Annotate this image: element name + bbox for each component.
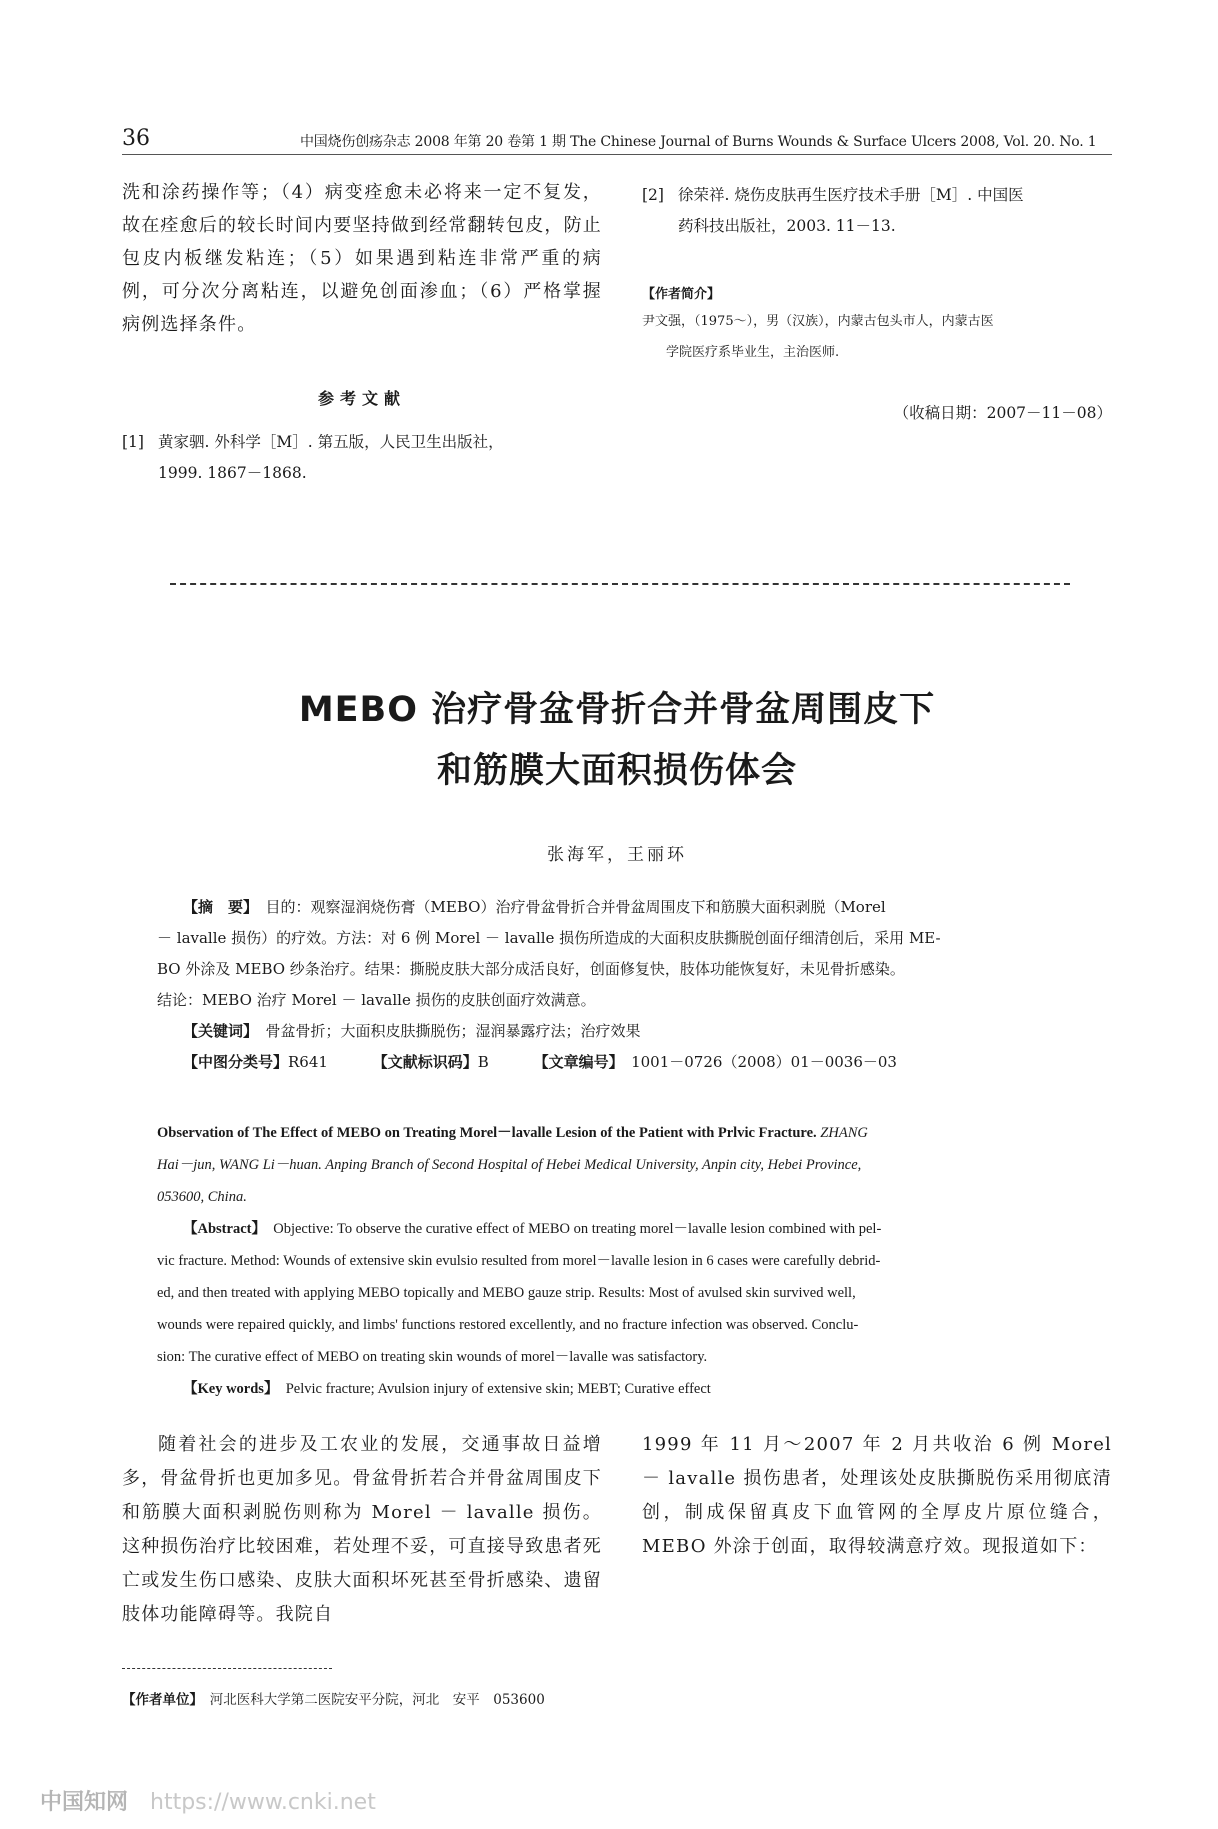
cnki-url: https://www.cnki.net <box>150 1790 376 1815</box>
author-intro <box>642 306 1112 368</box>
clc-value: R641 <box>288 1053 328 1071</box>
reference-text: 黄家驷. 外科学［M］. 第五版，人民卫生出版社， <box>158 433 504 451</box>
abstract-en <box>157 1213 1112 1405</box>
reference-1 <box>122 427 602 489</box>
footnote <box>122 1688 545 1708</box>
clc-label: 【中图分类号】 <box>183 1053 289 1071</box>
section-divider <box>170 583 1070 585</box>
author-intro-label: 【作者简介】 <box>642 287 721 302</box>
reference-text-cont: 1999. 1867－1868. <box>158 464 307 482</box>
abstract-cn-line: 目的：观察湿润烧伤膏（MEBO）治疗骨盆骨折合并骨盆周围皮下和筋膜大面积剥脱（Morel <box>265 898 886 916</box>
english-title-block <box>157 1117 1112 1213</box>
english-title: Observation of The Effect of MEBO on Treating Morel－lavalle Lesion of the Patient with Prlvic Fracture. <box>157 1125 817 1141</box>
author-intro-line: 学院医疗系毕业生，主治医师. <box>666 345 840 360</box>
abstract-cn <box>157 892 1112 1078</box>
received-date: （收稿日期：2007－11－08） <box>893 404 1112 422</box>
reference-text-cont: 药科技出版社，2003. 11－13. <box>678 217 896 235</box>
abstract-cn-line: 结论：MEBO 治疗 Morel － lavalle 损伤的皮肤创面疗效满意。 <box>157 991 596 1009</box>
doc-code-value: B <box>477 1053 489 1071</box>
reference-number: [1] <box>122 433 144 451</box>
article-title-line-1: MEBO 治疗骨盆骨折合并骨盆周围皮下 <box>298 690 936 730</box>
reference-text: 徐荣祥. 烧伤皮肤再生医疗技术手册［M］. 中国医 <box>678 186 1024 204</box>
keywords-en-label: 【Key words】 <box>183 1381 272 1397</box>
english-affiliation: Hai－jun, WANG Li－huan. Anping Branch of Second Hospital of Hebei Medical University, Anpin city, Hebei Province, <box>157 1157 862 1173</box>
abstract-en-line: vic fracture. Method: Wounds of extensive skin evulsio resulted from morel－lavalle lesion in 6 cases were carefully debrid- <box>157 1253 881 1269</box>
body-left-column: 随着社会的进步及工农业的发展，交通事故日益增多，骨盆骨折也更加多见。骨盆骨折若合并骨盆周围皮下和筋膜大面积剥脱伤则称为 Morel － lavalle 损伤。这种损伤治疗比较困难，若处理不妥，可直接导致患者死亡或发生伤口感染、皮肤大面积坏死甚至骨折感染、遗留肢体功能障碍等。我院自 <box>122 1434 602 1625</box>
abstract-en-label: 【Abstract】 <box>183 1221 259 1237</box>
footnote-text: 河北医科大学第二医院安平分院，河北 安平 053600 <box>209 1692 545 1708</box>
article-no-value: 1001－0726（2008）01－0036－03 <box>631 1053 897 1071</box>
abstract-en-line: sion: The curative effect of MEBO on treating skin wounds of morel－lavalle was satisfactory. <box>157 1349 708 1365</box>
abstract-cn-line: BO 外涂及 MEBO 纱条治疗。结果：撕脱皮肤大部分成活良好，创面修复快，肢体功能恢复好，未见骨折感染。 <box>157 960 905 978</box>
article-no-label: 【文章编号】 <box>533 1053 617 1071</box>
abstract-en-line: Objective: To observe the curative effect of MEBO on treating morel－lavalle lesion combined with pel- <box>273 1221 882 1237</box>
footnote-label: 【作者单位】 <box>122 1692 197 1708</box>
running-head: 中国烧伤创疡杂志 2008 年第 20 卷第 1 期 The Chinese Journal of Burns Wounds & Surface Ulcers 2008, Vol. 20. No. 1 <box>300 134 1097 150</box>
author-intro-line: 尹文强，（1975～），男（汉族），内蒙古包头市人，内蒙古医 <box>642 314 994 329</box>
english-authors: ZHANG <box>820 1125 868 1141</box>
abstract-cn-label: 【摘 要】 <box>183 898 251 916</box>
header-rule <box>122 154 1112 155</box>
abstract-en-line: wounds were repaired quickly, and limbs' functions restored excellently, and no fracture infection was observed. Conclu- <box>157 1317 859 1333</box>
cnki-brand: 中国知网 <box>40 1790 129 1815</box>
body-right-column: 1999 年 11 月～2007 年 2 月共收治 6 例 Morel － lavalle 损伤患者，处理该处皮肤撕脱伤采用彻底清创，制成保留真皮下血管网的全厚皮片原位缝合，MEBO 外涂于创面，取得较满意疗效。现报道如下： <box>642 1434 1112 1557</box>
page-number: 36 <box>122 126 150 151</box>
doc-code-label: 【文献标识码】 <box>372 1053 478 1071</box>
prev-article-body: 洗和涂药操作等；（4）病变痊愈未必将来一定不复发，故在痊愈后的较长时间内要坚持做到经常翻转包皮，防止包皮内板继发粘连；（5）如果遇到粘连非常严重的病例，可分次分离粘连，以避免创面渗血；（6）严格掌握病例选择条件。 <box>122 182 602 335</box>
keywords-cn: 骨盆骨折；大面积皮肤撕脱伤；湿润暴露疗法；治疗效果 <box>265 1022 641 1040</box>
article-title-line-2: 和筋膜大面积损伤体会 <box>436 751 797 791</box>
keywords-en: Pelvic fracture; Avulsion injury of extensive skin; MEBT; Curative effect <box>285 1381 711 1397</box>
references-title: 参考文献 <box>317 389 406 408</box>
english-affiliation-cont: 053600, China. <box>157 1189 247 1205</box>
reference-number: [2] <box>642 186 664 204</box>
reference-2 <box>642 180 1112 242</box>
footnote-rule <box>122 1668 332 1669</box>
keywords-cn-label: 【关键词】 <box>183 1022 251 1040</box>
cnki-watermark <box>40 1785 376 1816</box>
article-authors: 张海军，王丽环 <box>547 845 687 865</box>
abstract-cn-line: － lavalle 损伤）的疗效。方法：对 6 例 Morel － lavalle 损伤所造成的大面积皮肤撕脱创面仔细清创后，采用 ME- <box>157 929 941 947</box>
abstract-en-line: ed, and then treated with applying MEBO topically and MEBO gauze strip. Results: Most of avulsed skin survived well, <box>157 1285 856 1301</box>
